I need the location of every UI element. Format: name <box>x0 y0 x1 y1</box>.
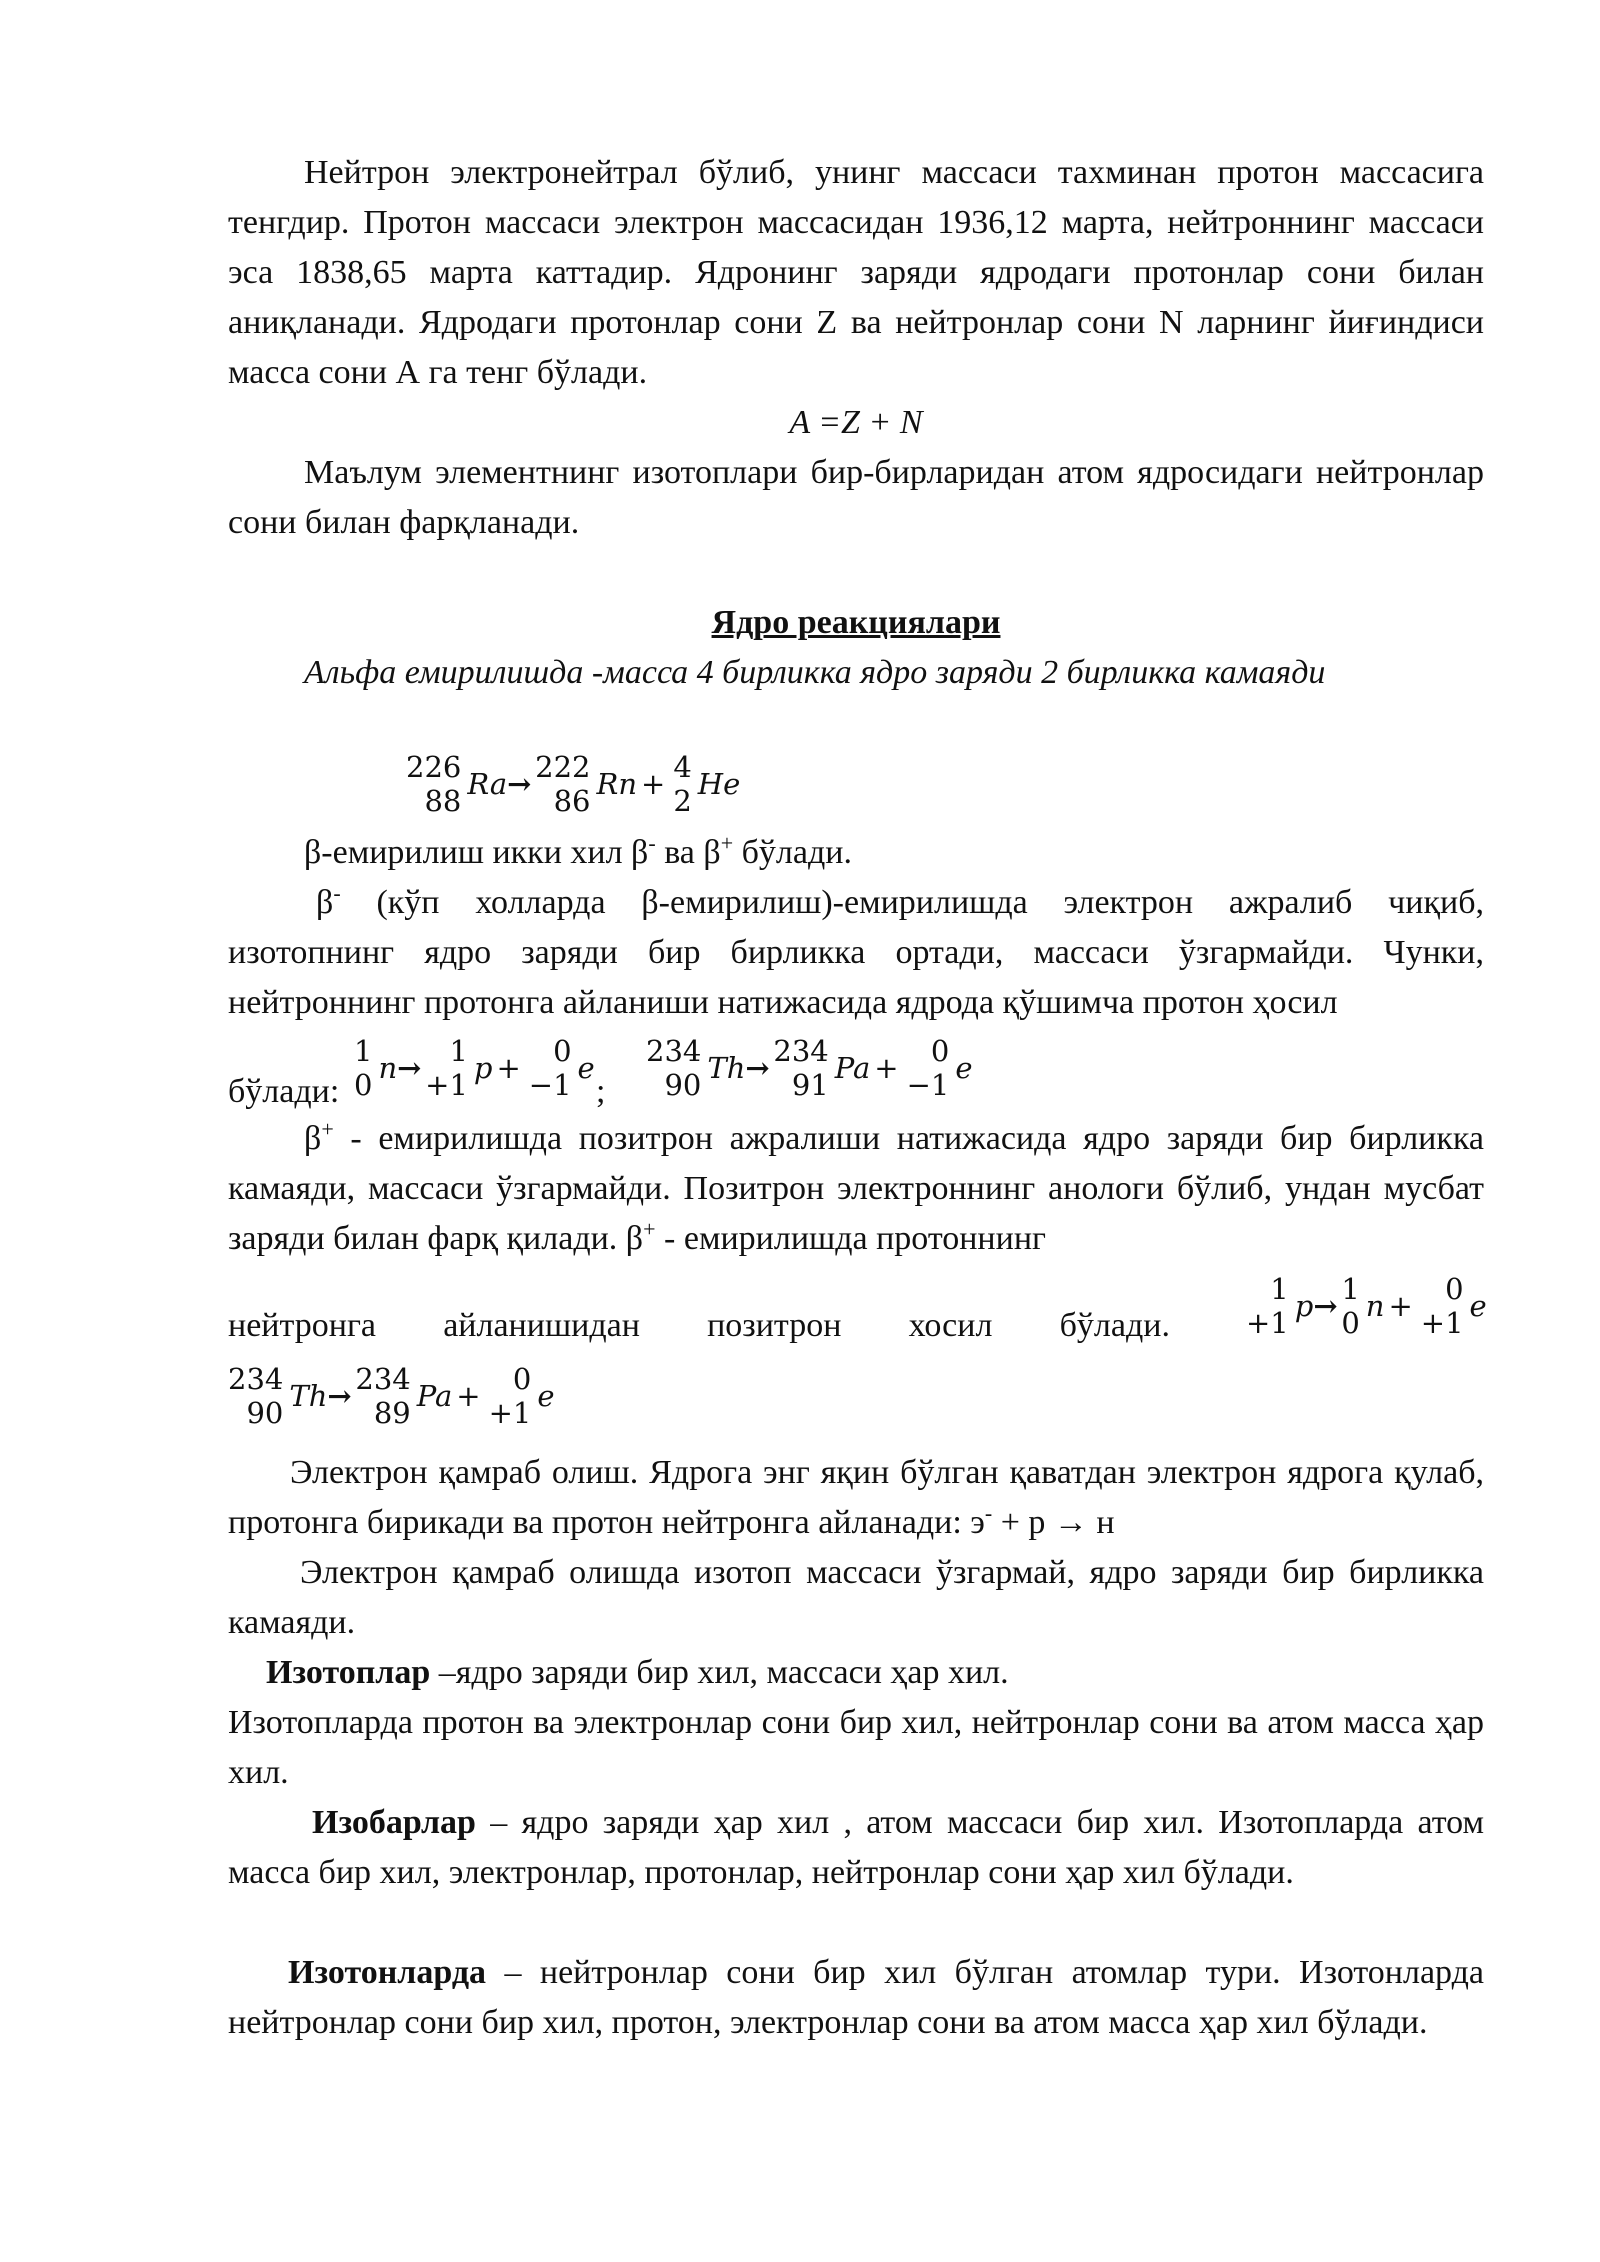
element-symbol: Pa <box>416 1379 453 1413</box>
line-isotopes-def <box>266 1648 1009 1698</box>
nuclide-numbers <box>646 1034 701 1102</box>
element-symbol: e <box>955 1051 973 1085</box>
nuclide-numbers <box>529 1034 572 1102</box>
beta-minus-symbol: β <box>316 884 334 921</box>
nuclide-numbers <box>425 1034 468 1102</box>
nuclide-numbers <box>228 1362 283 1430</box>
nuclide-numbers <box>355 1362 410 1430</box>
paragraph-alpha-decay: Альфа емирилишда -масса 4 бирликка ядро заряди 2 бирликка камаяди <box>304 654 1326 691</box>
element-symbol: n <box>378 1051 398 1085</box>
line-neutron-conversion <box>228 1301 1170 1351</box>
nuclide-numbers <box>354 1034 372 1102</box>
beta-types-text-3: бўлади. <box>733 834 852 871</box>
charge-number: 91 <box>791 1068 829 1102</box>
word: хосил <box>908 1307 993 1344</box>
mass-number: 1 <box>1270 1272 1289 1306</box>
nuclide <box>535 750 669 818</box>
mass-number: 234 <box>228 1362 284 1396</box>
element-symbol: Pa <box>834 1051 871 1085</box>
def-isotones: – нейтронлар сони бир хил бўлган атомлар тури. Изотонларда нейтронлар сони бир хил, протон, электронлар сони ва атом масса ҳар хил бўлади. <box>228 1954 1484 2041</box>
nuclide <box>406 750 531 818</box>
nuclide <box>489 1362 555 1430</box>
beta-minus-text: (кўп холларда β-емирилиш)-емирилишда электрон ажралиб чиқиб, изотопнинг ядро заряди бир бирликка ортади, массаси ўзгармайди. Чунки, нейтроннинг протонга айланиши натижасида ядрода қўшимча протон ҳосил <box>228 884 1484 1021</box>
nuclide-numbers <box>1246 1272 1289 1340</box>
plus-operator: + <box>641 767 666 801</box>
paragraph-beta-plus <box>228 1114 1484 1264</box>
word: бўлади. <box>1059 1307 1170 1344</box>
plus-operator: + <box>496 1051 521 1085</box>
paragraph-isobars <box>228 1798 1484 1898</box>
arrow-right-icon: → <box>397 1051 422 1085</box>
nuclide <box>354 1034 421 1102</box>
beta-plus-inline-sup: + <box>643 1216 656 1242</box>
element-symbol: Th <box>707 1051 746 1085</box>
mass-number: 226 <box>406 750 462 784</box>
plus-operator: + <box>456 1379 481 1413</box>
mass-number: 222 <box>535 750 591 784</box>
element-symbol: e <box>1469 1289 1487 1323</box>
mass-number: 0 <box>512 1362 532 1396</box>
nuclide <box>673 750 740 818</box>
nuclide-numbers <box>1421 1272 1464 1340</box>
arrow-right-icon: → <box>327 1379 352 1413</box>
section-heading: Ядро реакциялари <box>711 604 1001 641</box>
nuclide-numbers <box>673 750 691 818</box>
charge-number: 0 <box>1341 1306 1360 1340</box>
charge-number: 86 <box>553 784 591 818</box>
charge-number: +1 <box>488 1396 532 1430</box>
nuclide <box>355 1362 484 1430</box>
nuclide <box>228 1362 351 1430</box>
element-symbol: Th <box>289 1379 328 1413</box>
electron-sup: - <box>984 1500 993 1526</box>
element-symbol: Ra <box>467 767 508 801</box>
equation-separator: ; <box>596 1073 606 1110</box>
def-isotopes: –ядро заряди бир хил, массаси ҳар хил. <box>430 1654 1009 1691</box>
nuclide-numbers <box>535 750 590 818</box>
charge-number: 0 <box>354 1068 373 1102</box>
def-isobars: – ядро заряди ҳар хил , атом массаси бир хил. Изотопларда атом масса бир хил, электронлар, протонлар, нейтронлар сони ҳар хил бўлади. <box>228 1804 1484 1891</box>
element-symbol: He <box>697 767 741 801</box>
word: позитрон <box>707 1307 842 1344</box>
paragraph-beta-minus <box>228 878 1484 1028</box>
mass-number: 234 <box>646 1034 702 1068</box>
element-symbol: p <box>1294 1289 1314 1323</box>
element-symbol: Rn <box>596 767 638 801</box>
charge-number: 90 <box>246 1396 284 1430</box>
beta-plus-sup: + <box>720 830 734 856</box>
charge-number: +1 <box>425 1068 468 1102</box>
electron-capture-reaction: + р → н <box>992 1504 1115 1541</box>
element-symbol: n <box>1365 1289 1385 1323</box>
mass-number: 1 <box>354 1034 373 1068</box>
mass-number: 234 <box>773 1034 829 1068</box>
nuclide <box>773 1034 902 1102</box>
paragraph-electron-capture-2: Электрон қамраб олишда изотоп массаси ўзгармай, ядро заряди бир бирликка камаяди. <box>228 1554 1484 1641</box>
paragraph-isotopes-intro: Маълум элементнинг изотоплари бир-бирларидан атом ядросидаги нейтронлар сони билан фарқланади. <box>228 454 1484 541</box>
plus-operator: + <box>1388 1289 1413 1323</box>
paragraph-isotones <box>228 1948 1484 2048</box>
mass-number: 1 <box>1341 1272 1360 1306</box>
nuclide <box>1341 1272 1416 1340</box>
nuclide <box>646 1034 769 1102</box>
mass-number: 0 <box>930 1034 950 1068</box>
paragraph-neutron: Нейтрон электронейтрал бўлиб, унинг массаси тахминан протон массасига тенгдир. Протон массаси электрон массасидан 1936,12 марта, нейтроннинг массаси эса 1838,65 марта каттадир. Ядронинг заряди ядродаги протонлар сони билан аниқланади. Ядродаги протонлар сони Z ва нейтронлар сони N ларнинг йиғиндиси масса сони А га тенг бўлади. <box>228 154 1484 391</box>
formula-mass-number: A =Z + N <box>789 404 923 441</box>
term-isotones: Изотонларда <box>288 1954 487 1991</box>
paragraph-electron-capture <box>228 1448 1484 1548</box>
equation-neutron-decay <box>354 1026 599 1106</box>
paragraph-isotopes: Изотопларда протон ва электронлар сони бир хил, нейтронлар сони ва атом масса ҳар хил. <box>228 1704 1484 1791</box>
nuclide <box>1246 1272 1337 1340</box>
charge-number: −1 <box>528 1068 572 1102</box>
plus-operator: + <box>874 1051 899 1085</box>
beta-types-text: β-емирилиш икки хил β <box>304 834 649 871</box>
element-symbol: e <box>577 1051 595 1085</box>
mass-number: 234 <box>355 1362 411 1396</box>
mass-number: 0 <box>553 1034 572 1068</box>
equation-thorium-beta-minus <box>646 1026 976 1106</box>
equation-thorium-beta-plus <box>228 1354 558 1434</box>
element-symbol: e <box>537 1379 555 1413</box>
paragraph-beta-types <box>304 828 852 878</box>
charge-number: 88 <box>424 784 462 818</box>
nuclide-numbers <box>907 1034 950 1102</box>
word: айланишидан <box>443 1307 640 1344</box>
nuclide <box>1421 1272 1487 1340</box>
arrow-right-icon: → <box>1313 1289 1338 1323</box>
electron-capture-text: Электрон қамраб олиш. Ядрога энг яқин бўлган қаватдан электрон ядрога қулаб, протонга бирикади ва протон нейтронга айланади: э <box>228 1454 1484 1541</box>
nuclide-numbers <box>406 750 461 818</box>
charge-number: 90 <box>664 1068 702 1102</box>
mass-number: 0 <box>1445 1272 1464 1306</box>
arrow-right-icon: → <box>745 1051 770 1085</box>
equation-alpha-decay <box>406 742 744 822</box>
equation-proton-decay <box>1246 1264 1491 1344</box>
beta-minus-superscript: - <box>333 880 341 906</box>
charge-number: +1 <box>1246 1306 1289 1340</box>
mass-number: 1 <box>449 1034 468 1068</box>
element-symbol: p <box>473 1051 493 1085</box>
beta-plus-symbol: β <box>304 1120 322 1157</box>
beta-plus-text-end: - емирилишда протоннинг <box>655 1220 1046 1257</box>
mass-number: 4 <box>673 750 692 784</box>
beta-plus-text: - емирилишда позитрон ажралиши натижасида ядро заряди бир бирликка камаяди, массаси ўзгармайди. Позитрон электроннинг анологи бўлиб, ундан мусбат заряди билан фарқ қилади. β <box>228 1120 1484 1257</box>
nuclide-numbers <box>1341 1272 1359 1340</box>
label-bo-ladi: бўлади: <box>228 1073 340 1110</box>
arrow-right-icon: → <box>507 767 532 801</box>
term-isotopes: Изотоплар <box>266 1654 431 1691</box>
nuclide-numbers <box>773 1034 828 1102</box>
charge-number: −1 <box>906 1068 950 1102</box>
charge-number: +1 <box>1420 1306 1464 1340</box>
nuclide-numbers <box>489 1362 532 1430</box>
beta-minus-sup: - <box>648 830 656 856</box>
charge-number: 2 <box>673 784 692 818</box>
nuclide <box>907 1034 973 1102</box>
beta-types-text-2: ва β <box>655 834 721 871</box>
nuclide <box>425 1034 525 1102</box>
heading-wrapper <box>228 598 1484 648</box>
charge-number: 89 <box>373 1396 411 1430</box>
word: нейтронга <box>228 1307 376 1344</box>
nuclide <box>529 1034 595 1102</box>
term-isobars: Изобарлар <box>312 1804 476 1841</box>
beta-plus-superscript: + <box>321 1116 334 1142</box>
